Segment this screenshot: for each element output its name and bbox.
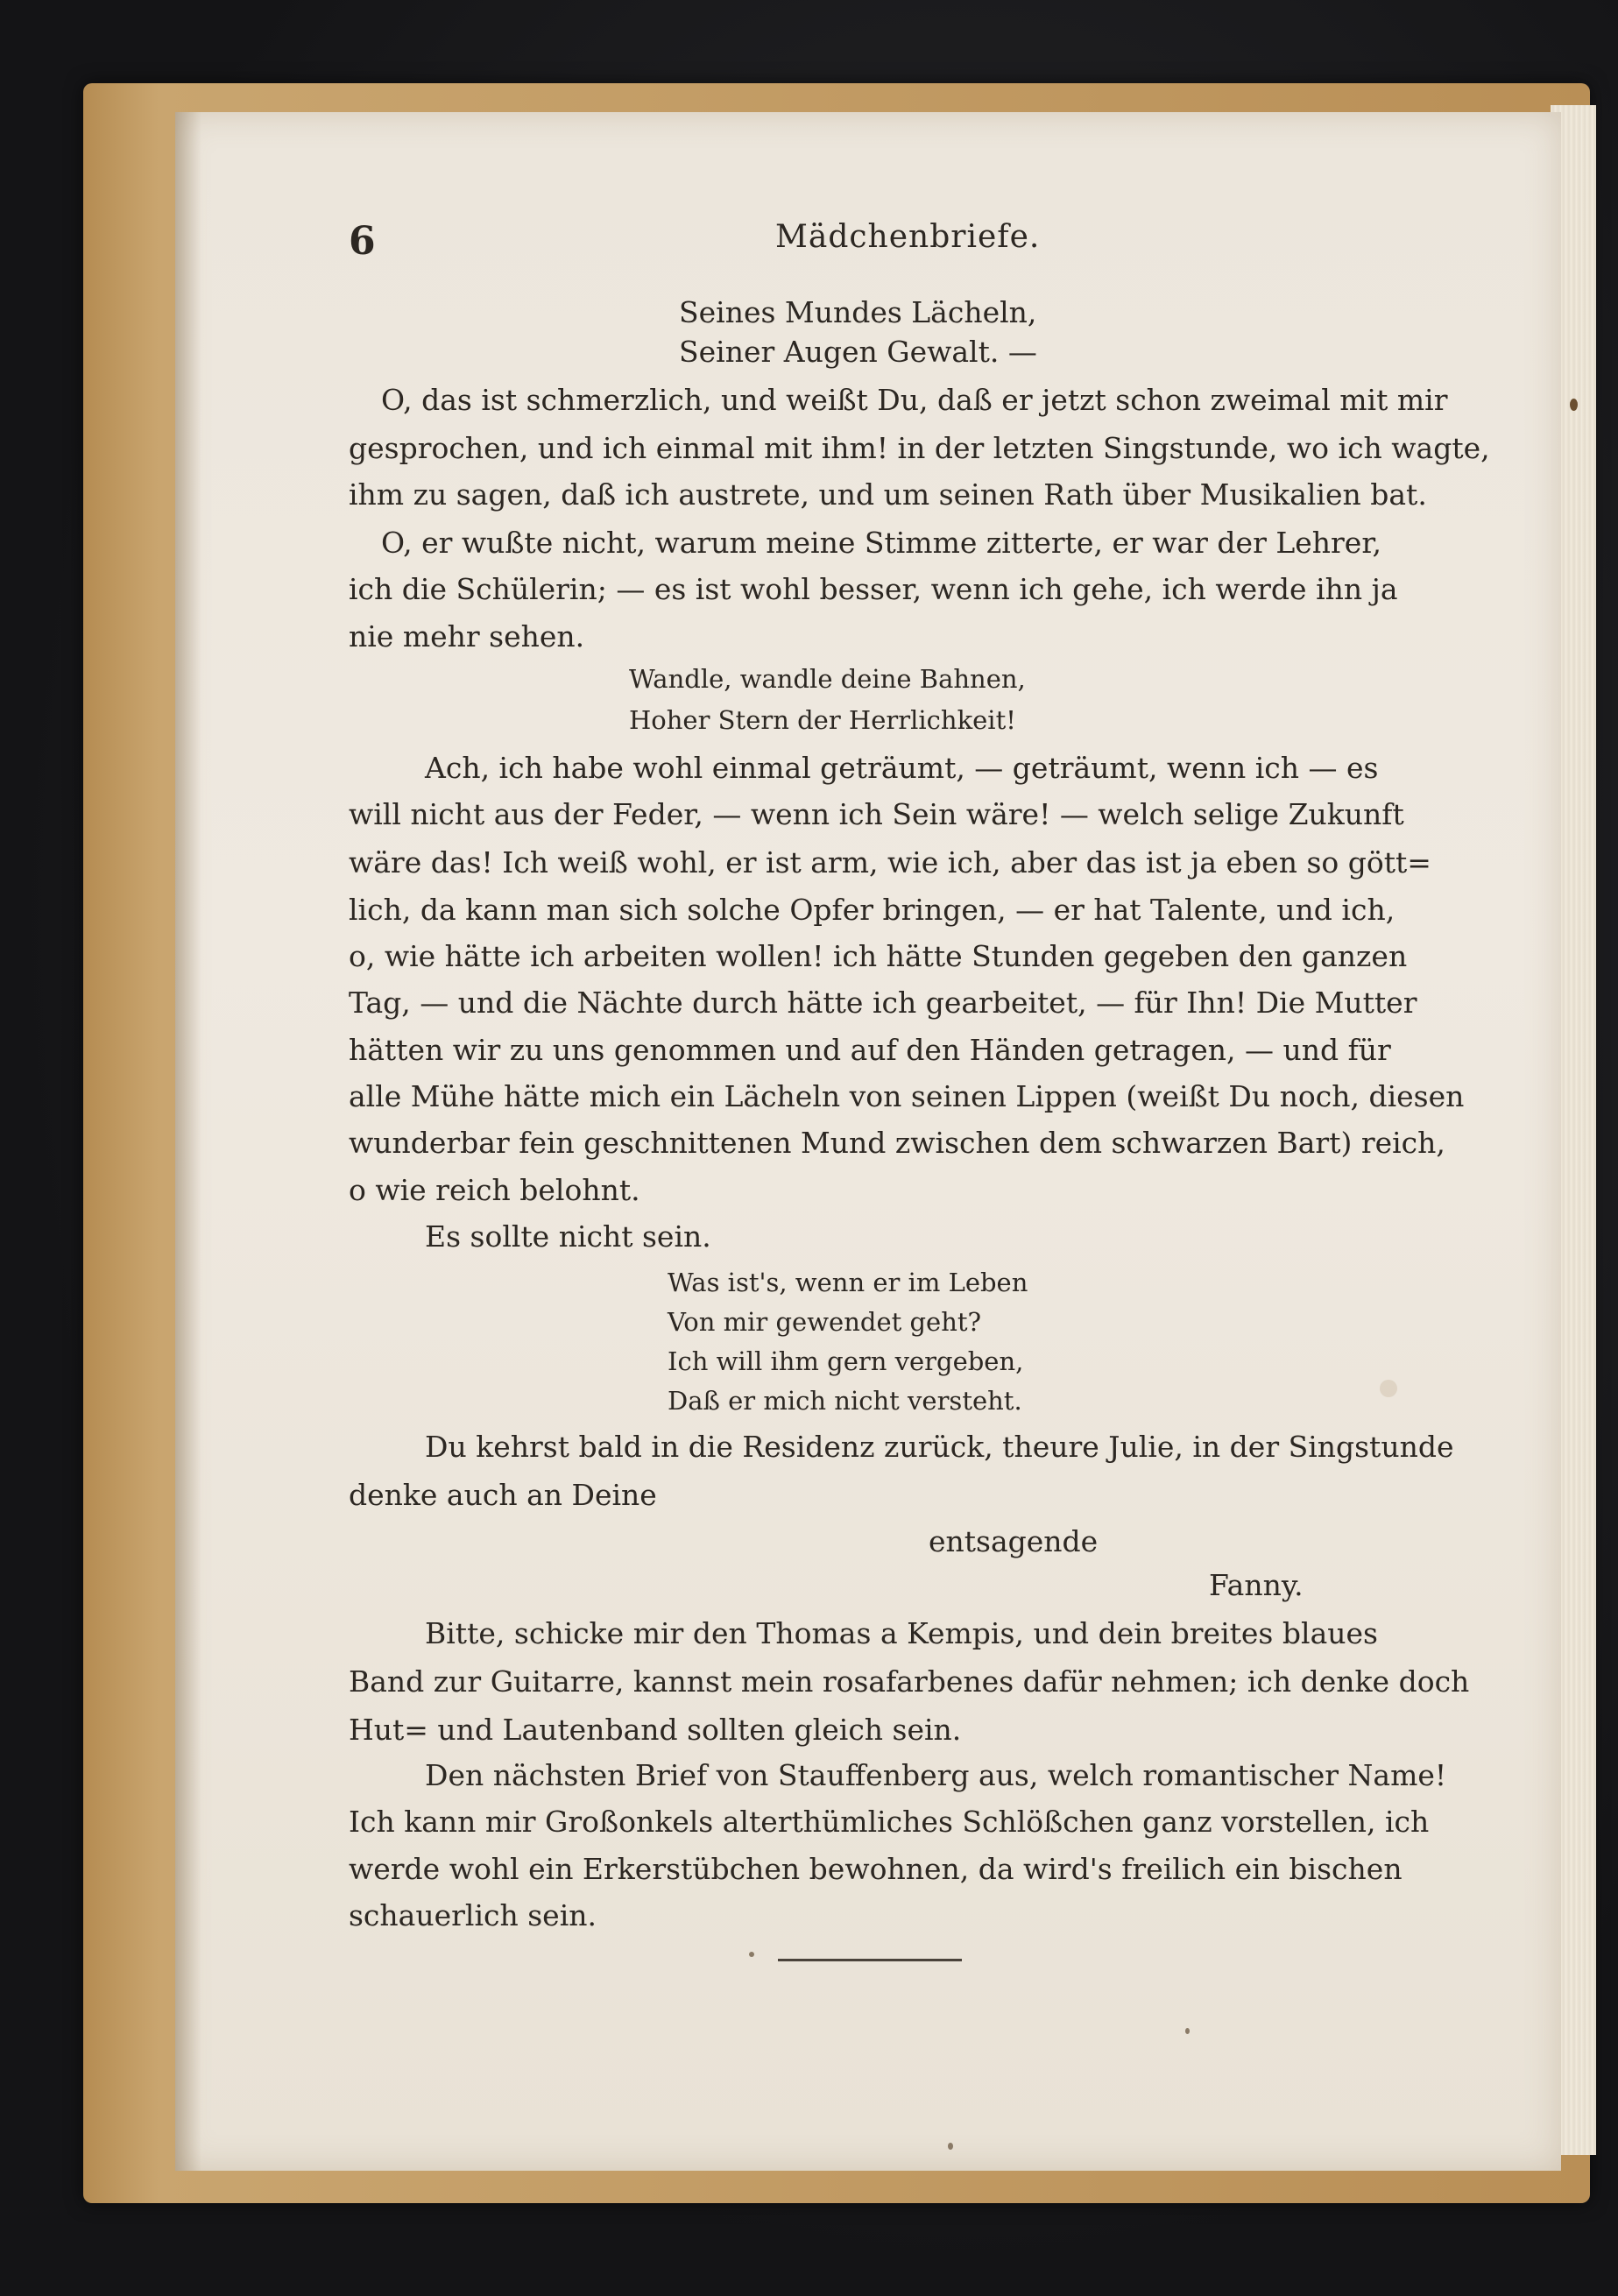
text-line: Band zur Guitarre, kannst mein rosafarbenes dafür nehmen; ich denke doch <box>349 1664 1470 1699</box>
text-line: O, das ist schmerzlich, und weißt Du, daß er jetzt schon zweimal mit mir <box>381 383 1448 417</box>
running-head: Mädchenbriefe. <box>775 219 1041 255</box>
text-line: Es sollte nicht sein. <box>425 1219 711 1254</box>
text-line: nie mehr sehen. <box>349 619 585 653</box>
paper-speck <box>1185 2028 1190 2034</box>
verse-line: Von mir gewendet geht? <box>668 1307 982 1337</box>
verse-line: Wandle, wandle deine Bahnen, <box>629 664 1026 694</box>
text-line: hätten wir zu uns genommen und auf den Händen getragen, — und für <box>349 1033 1391 1067</box>
text-line: ich die Schülerin; — es ist wohl besser, wenn ich gehe, ich werde ihn ja <box>349 572 1398 606</box>
paper-speck <box>948 2143 953 2150</box>
text-line: werde wohl ein Erkerstübchen bewohnen, da wird's freilich ein bischen <box>349 1852 1403 1886</box>
text-line: Den nächsten Brief von Stauffenberg aus, welch romantischer Name! <box>425 1758 1447 1792</box>
verse-line: Was ist's, wenn er im Leben <box>668 1268 1028 1297</box>
text-line: schauerlich sein. <box>349 1898 597 1932</box>
text-line: denke auch an Deine <box>349 1478 657 1512</box>
text-line: wäre das! Ich weiß wohl, er ist arm, wie ich, aber das ist ja eben so gött= <box>349 845 1431 880</box>
closing-rule <box>778 1959 962 1961</box>
text-line: Ach, ich habe wohl einmal geträumt, — geträumt, wenn ich — es <box>425 751 1379 785</box>
paper-stain <box>1380 1380 1397 1397</box>
text-line: ihm zu sagen, daß ich austrete, und um seinen Rath über Musikalien bat. <box>349 477 1427 512</box>
text-line: will nicht aus der Feder, — wenn ich Sein wäre! — welch selige Zukunft <box>349 797 1404 831</box>
page-number: 6 <box>349 219 376 264</box>
text-line: o wie reich belohnt. <box>349 1173 640 1207</box>
verse-line: Ich will ihm gern vergeben, <box>668 1346 1024 1376</box>
text-line: alle Mühe hätte mich ein Lächeln von seinen Lippen (weißt Du noch, diesen <box>349 1079 1465 1113</box>
signature: Fanny. <box>1209 1568 1304 1602</box>
text-line: Tag, — und die Nächte durch hätte ich gearbeitet, — für Ihn! Die Mutter <box>349 986 1417 1020</box>
text-line: Hut= und Lautenband sollten gleich sein. <box>349 1713 962 1747</box>
closing-word: entsagende <box>929 1524 1099 1558</box>
text-line: wunderbar fein geschnittenen Mund zwischen dem schwarzen Bart) reich, <box>349 1126 1445 1160</box>
text-line: gesprochen, und ich einmal mit ihm! in der letzten Singstunde, wo ich wagte, <box>349 431 1490 465</box>
page-gutter-shadow <box>175 112 201 2171</box>
text-line: Ich kann mir Großonkels alterthümliches Schlößchen ganz vorstellen, ich <box>349 1805 1430 1839</box>
text-line: o, wie hätte ich arbeiten wollen! ich hätte Stunden gegeben den ganzen <box>349 939 1408 973</box>
verse-line: Seiner Augen Gewalt. — <box>679 335 1037 369</box>
text-line: Bitte, schicke mir den Thomas a Kempis, und dein breites blaues <box>425 1616 1378 1650</box>
paper-speck <box>749 1952 754 1957</box>
text-line: O, er wußte nicht, warum meine Stimme zitterte, er war der Lehrer, <box>381 526 1381 560</box>
verse-line: Daß er mich nicht versteht. <box>668 1386 1022 1416</box>
text-line: lich, da kann man sich solche Opfer bringen, — er hat Talente, und ich, <box>349 893 1395 927</box>
verse-line: Seines Mundes Lächeln, <box>679 295 1037 329</box>
verse-line: Hoher Stern der Herrlichkeit! <box>629 705 1016 735</box>
paper-speck <box>1570 399 1578 411</box>
text-line: Du kehrst bald in die Residenz zurück, theure Julie, in der Singstunde <box>425 1430 1454 1464</box>
